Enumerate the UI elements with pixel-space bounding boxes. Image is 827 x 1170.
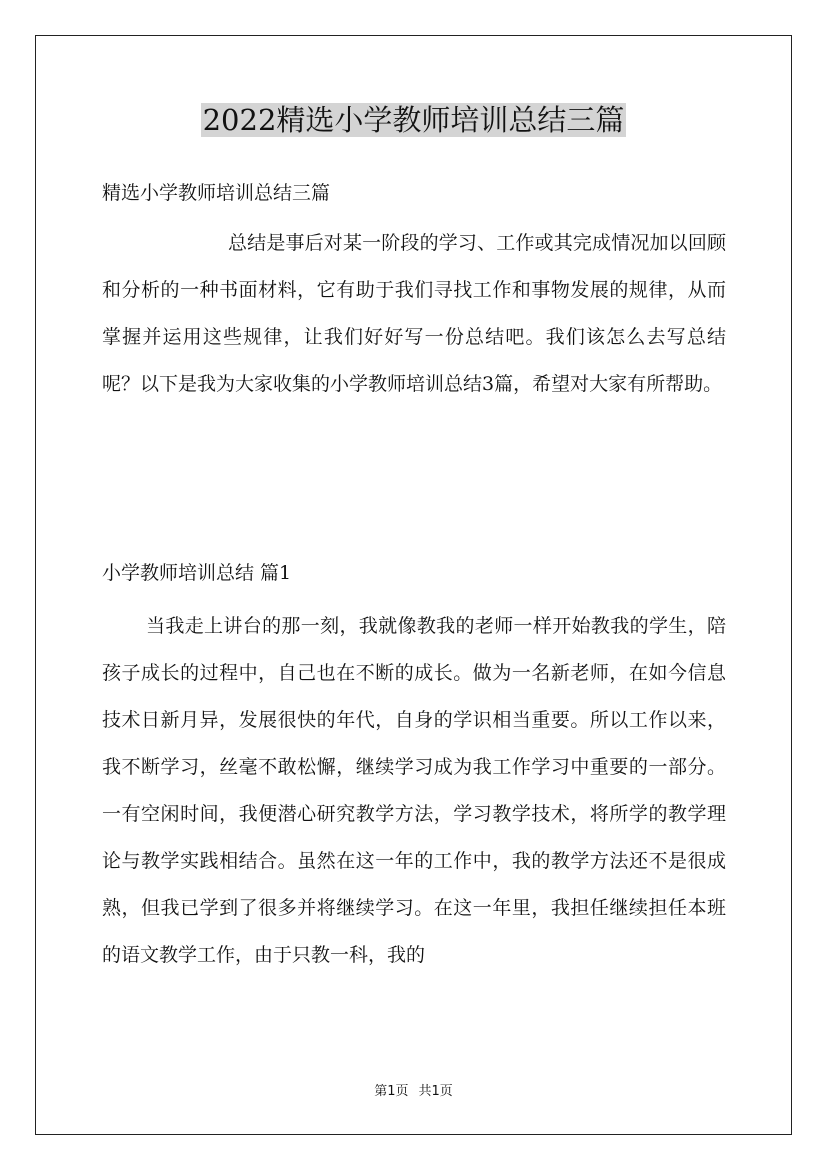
page-total: 共1页 [418, 1084, 453, 1099]
section-heading: 小学教师培训总结 篇1 [102, 562, 292, 584]
document-title [0, 100, 827, 140]
document-subtitle: 精选小学教师培训总结三篇 [102, 182, 331, 204]
page-number: 第1页 [374, 1084, 409, 1099]
page-footer [0, 1080, 827, 1099]
intro-paragraph: 总结是事后对某一阶段的学习、工作或其完成情况加以回顾和分析的一种书面材料，它有助于我们寻找工作和事物发展的规律，从而掌握并运用这些规律，让我们好好写一份总结吧。我们该怎么去写总结呢？以下是我为大家收集的小学教师培训总结3篇，希望对大家有所帮助。 [102, 232, 726, 395]
body-paragraph: 当我走上讲台的那一刻，我就像教我的老师一样开始教我的学生，陪孩子成长的过程中，自己也在不断的成长。做为一名新老师，在如今信息技术日新月异，发展很快的年代，自身的学识相当重要。所以工作以来，我不断学习，丝毫不敢松懈，继续学习成为我工作学习中重要的一部分。一有空闲时间，我便潜心研究教学方法，学习教学技术，将所学的教学理论与教学实践相结合。虽然在这一年的工作中，我的教学方法还不是很成熟，但我已学到了很多并将继续学习。在这一年里，我担任继续担任本班的语文教学工作，由于只教一科，我的 [102, 615, 726, 966]
document-title-text: 2022精选小学教师培训总结三篇 [202, 103, 625, 137]
